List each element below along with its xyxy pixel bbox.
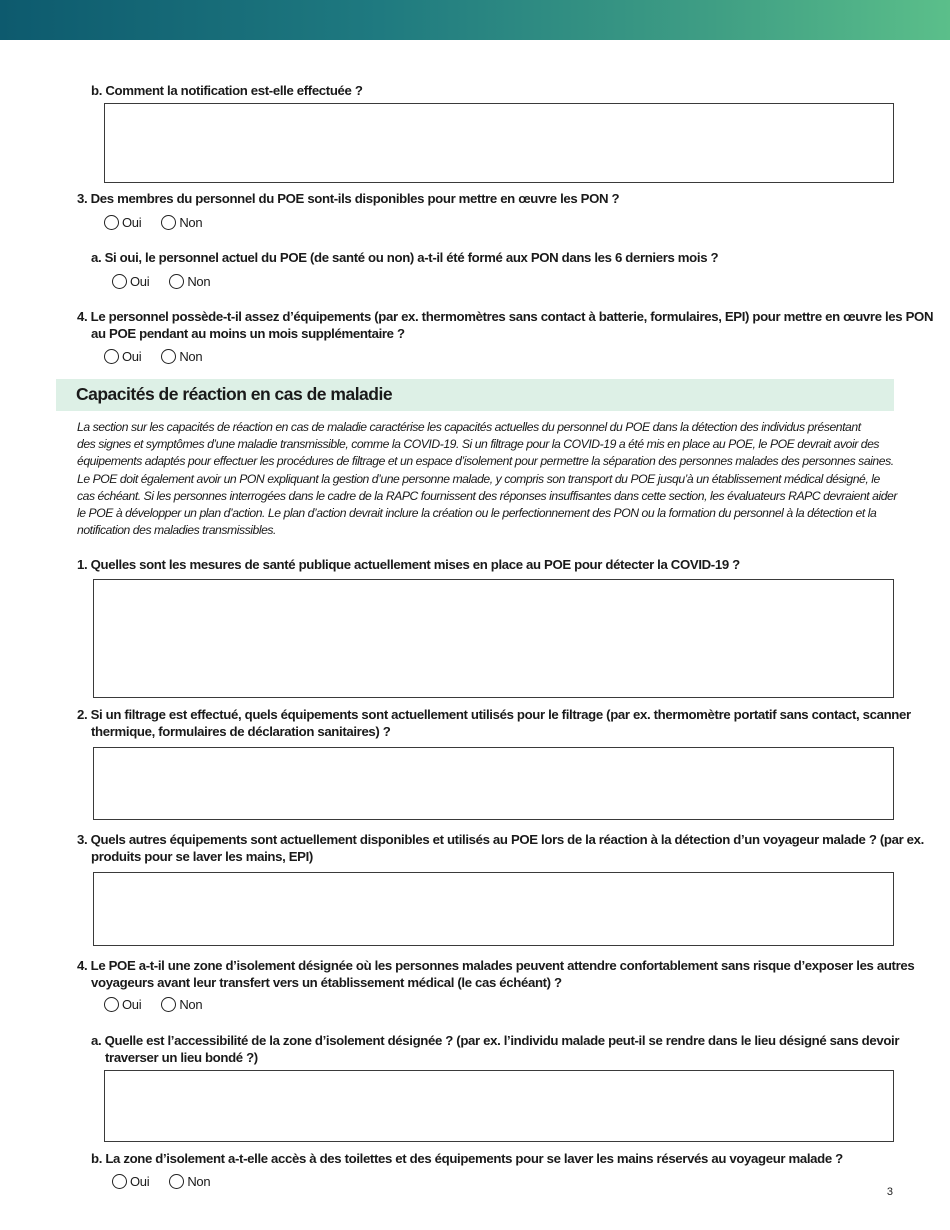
question-r4-isolation <box>77 957 914 991</box>
radio-circle-icon <box>104 349 119 364</box>
radio-label: Non <box>179 215 203 230</box>
question-line: 4. Le POE a-t-il une zone d’isolement désignée où les personnes malades peuvent attendre confortablement sans risque d’exposer les autres <box>77 958 915 973</box>
radio-no-r4[interactable] <box>161 997 202 1012</box>
radio-label: Oui <box>122 997 142 1012</box>
radio-no-q3a[interactable] <box>169 274 210 289</box>
question-line: thermique, formulaires de déclaration sanitaires) ? <box>91 724 391 739</box>
question-r4b-toilets: b. La zone d’isolement a-t-elle accès à des toilettes et des équipements pour se laver les mains réservés au voyageur malade ? <box>91 1151 843 1166</box>
radio-circle-icon <box>112 274 127 289</box>
radio-label: Non <box>179 349 203 364</box>
question-4-equipment <box>77 308 933 342</box>
intro-line: des signes et symptômes d’une maladie transmissible, comme la COVID-19. Si un filtrage pour la COVID-19 a été mis en place au POE, le POE devrait avoir des <box>77 437 880 452</box>
question-line: 2. Si un filtrage est effectué, quels équipements sont actuellement utilisés pour le filtrage (par ex. thermomètre portatif sans contact, scanner <box>77 707 911 722</box>
question-notification: b. Comment la notification est-elle effectuée ? <box>91 83 363 98</box>
radio-yes-q3a[interactable] <box>112 274 149 289</box>
radio-circle-icon <box>161 349 176 364</box>
question-r3-other-equipment <box>77 831 924 865</box>
radio-yes-q4[interactable] <box>104 349 141 364</box>
intro-line: cas échéant. Si les personnes interrogées dans le cadre de la RAPC fournissent des réponses insuffisantes dans cette section, les évaluateurs RAPC devraient aider <box>77 488 897 503</box>
radio-label: Non <box>187 274 211 289</box>
answer-box-r4a[interactable] <box>104 1070 894 1142</box>
section-header <box>56 379 894 411</box>
radio-no-q4[interactable] <box>161 349 202 364</box>
radio-label: Oui <box>122 215 142 230</box>
radio-circle-icon <box>104 997 119 1012</box>
question-line: traverser un lieu bondé ?) <box>105 1050 258 1065</box>
question-line: 3. Quels autres équipements sont actuellement disponibles et utilisés au POE lors de la réaction à la détection d’un voyageur malade ? (par ex. <box>77 832 924 847</box>
intro-line: équipements adaptés pour effectuer les procédures de filtrage et un espace d’isolement pour permettre la séparation des personnes malades des personnes saines. <box>77 454 894 469</box>
answer-box-r1[interactable] <box>93 579 894 698</box>
radio-group-r4b <box>112 1174 230 1189</box>
section-intro <box>77 419 897 539</box>
radio-group-q3 <box>104 215 222 230</box>
radio-circle-icon <box>112 1174 127 1189</box>
radio-no-q3[interactable] <box>161 215 202 230</box>
question-3-staff: 3. Des membres du personnel du POE sont-ils disponibles pour mettre en œuvre les PON ? <box>77 191 620 206</box>
intro-line: La section sur les capacités de réaction en cas de maladie caractérise les capacités actuelles du personnel du POE dans la détection des individus présentant <box>77 420 861 434</box>
radio-circle-icon <box>169 274 184 289</box>
intro-line: le POE à développer un plan d’action. Le plan d’action devrait inclure la création ou le perfectionnement des PON ou la formation du personnel à la détection et la <box>77 506 877 521</box>
question-r4a-accessibility <box>91 1032 899 1066</box>
radio-group-r4 <box>104 997 222 1012</box>
question-r1-measures: 1. Quelles sont les mesures de santé publique actuellement mises en place au POE pour détecter la COVID-19 ? <box>77 557 740 572</box>
radio-no-r4b[interactable] <box>169 1174 210 1189</box>
intro-line: Le POE doit également avoir un PON expliquant la gestion d’une personne malade, y compris son transport du POE jusqu’à un établissement médical désigné, le <box>77 471 880 486</box>
question-line: au POE pendant au moins un mois supplémentaire ? <box>91 326 405 341</box>
radio-label: Non <box>187 1174 211 1189</box>
answer-box-r3[interactable] <box>93 872 894 946</box>
radio-yes-r4[interactable] <box>104 997 141 1012</box>
question-line: voyageurs avant leur transfert vers un établissement médical (le cas échéant) ? <box>91 975 562 990</box>
question-r2-screening <box>77 706 911 740</box>
header-bar <box>0 0 950 40</box>
question-3a-trained: a. Si oui, le personnel actuel du POE (de santé ou non) a-t-il été formé aux PON dans les 6 derniers mois ? <box>91 250 719 265</box>
section-title: Capacités de réaction en cas de maladie <box>76 384 393 404</box>
radio-label: Oui <box>130 274 150 289</box>
page-number: 3 <box>886 1186 893 1198</box>
intro-line: notification des maladies transmissibles. <box>77 523 276 538</box>
radio-yes-q3[interactable] <box>104 215 141 230</box>
answer-box-r2[interactable] <box>93 747 894 820</box>
radio-group-q4 <box>104 349 222 364</box>
radio-circle-icon <box>161 215 176 230</box>
radio-label: Non <box>179 997 203 1012</box>
radio-yes-r4b[interactable] <box>112 1174 149 1189</box>
question-line: a. Quelle est l’accessibilité de la zone d’isolement désignée ? (par ex. l’individu malade peut-il se rendre dans le lieu désigné sans devoir <box>91 1033 900 1048</box>
question-line: produits pour se laver les mains, EPI) <box>91 849 313 864</box>
radio-circle-icon <box>161 997 176 1012</box>
radio-label: Oui <box>122 349 142 364</box>
radio-label: Oui <box>130 1174 150 1189</box>
answer-box-notification[interactable] <box>104 103 894 183</box>
question-line: 4. Le personnel possède-t-il assez d’équipements (par ex. thermomètres sans contact à batterie, formulaires, EPI) pour mettre en œuvre les PON <box>77 309 934 324</box>
radio-circle-icon <box>169 1174 184 1189</box>
radio-group-q3a <box>112 274 230 289</box>
radio-circle-icon <box>104 215 119 230</box>
